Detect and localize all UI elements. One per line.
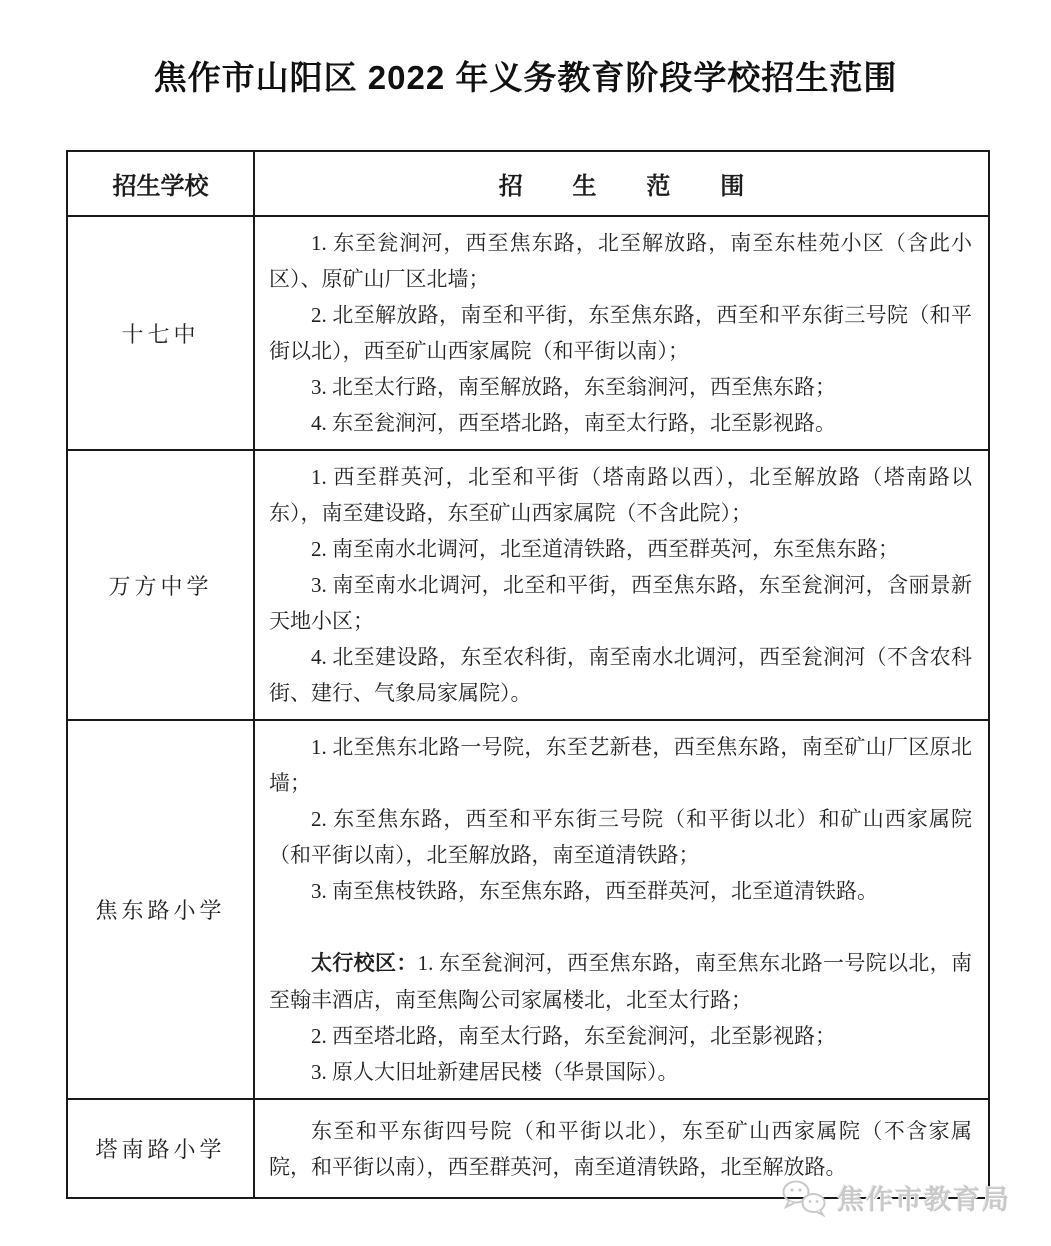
range-description	[254, 216, 989, 450]
range-item: 3. 北至太行路，南至解放路，东至翁涧河，西至焦东路；	[311, 375, 836, 399]
range-item: 3. 南至焦枝铁路，东至焦东路，西至群英河，北至道清铁路。	[311, 879, 878, 903]
header-range-column: 招 生 范 围	[254, 151, 989, 216]
campus-label: 太行校区：	[311, 952, 418, 975]
range-item: 1. 西至群英河，北至和平街（塔南路以西），北至解放路（塔南路以东），南至建设路，东至矿山西家属院（不含此院）；	[269, 465, 972, 525]
school-name: 万方中学	[67, 450, 254, 720]
school-name: 十七中	[67, 216, 254, 450]
range-item: 东至和平东街四号院（和平街以北），东至矿山西家属院（不含家属院，和平街以南），西至群英河，南至道清铁路，北至解放路。	[269, 1118, 972, 1179]
range-item: 1. 东至瓮涧河，西至焦东路，北至解放路，南至东桂苑小区（含此小区）、原矿山厂区北墙；	[269, 231, 972, 291]
table-row	[67, 720, 989, 1099]
range-item: 2. 北至解放路，南至和平街，东至焦东路，西至和平东街三号院（和平街以北），西至矿山西家属院（和平街以南）；	[269, 303, 972, 363]
school-name: 塔南路小学	[67, 1099, 254, 1198]
range-item: 2. 南至南水北调河，北至道清铁路，西至群英河，东至焦东路；	[311, 537, 899, 561]
publisher-watermark	[781, 1178, 1011, 1217]
table-row	[67, 450, 989, 720]
wechat-icon	[781, 1179, 829, 1217]
campus-range-item: 3. 原人大旧址新建居民楼（华景国际）。	[311, 1060, 679, 1084]
enrollment-zone-table	[66, 150, 990, 1199]
header-school-column: 招生学校	[67, 151, 254, 216]
range-item: 4. 北至建设路，东至农科街，南至南水北调河，西至瓮涧河（不含农科街、建行、气象局家属院）。	[269, 645, 972, 705]
range-item: 2. 东至焦东路，西至和平东街三号院（和平街以北）和矿山西家属院（和平街以南），北至解放路，南至道清铁路；	[269, 807, 972, 867]
range-item: 1. 北至焦东北路一号院，东至艺新巷，西至焦东路，南至矿山厂区原北墙；	[269, 735, 972, 795]
campus-range-item	[269, 945, 972, 1018]
table-header-row	[67, 151, 989, 216]
range-description	[254, 450, 989, 720]
range-item: 4. 东至瓮涧河，西至塔北路，南至太行路，北至影视路。	[311, 411, 836, 435]
page-title: 焦作市山阳区 2022 年义务教育阶段学校招生范围	[153, 59, 898, 96]
table-row	[67, 216, 989, 450]
school-name: 焦东路小学	[67, 720, 254, 1099]
range-item: 3. 南至南水北调河，北至和平街，西至焦东路，东至瓮涧河，含丽景新天地小区；	[269, 573, 972, 633]
range-description	[254, 720, 989, 1099]
campus-range-text: 1. 东至瓮涧河，西至焦东路，南至焦东北路一号院以北，南至翰丰酒店，南至焦陶公司家属楼北，北至太行路；	[269, 951, 973, 1012]
publisher-name: 焦作市教育局	[837, 1185, 1011, 1215]
campus-range-item: 2. 西至塔北路，南至太行路，东至瓮涧河，北至影视路；	[311, 1024, 836, 1048]
